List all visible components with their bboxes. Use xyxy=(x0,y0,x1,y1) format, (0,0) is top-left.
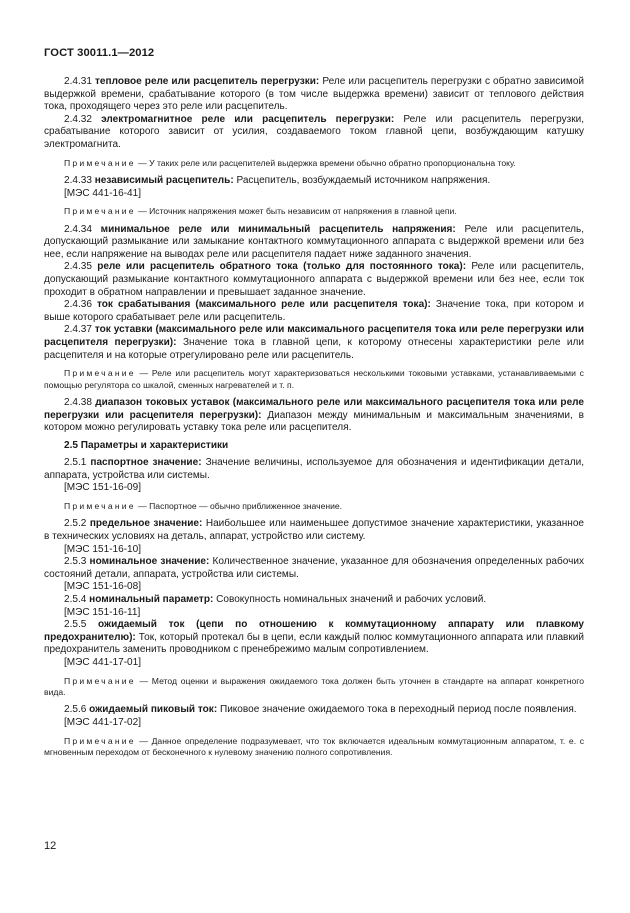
term-title: ожидаемый пиковый ток: xyxy=(89,704,218,716)
term-number: 2.4.38 xyxy=(64,396,92,408)
reference: [МЭС 441-16-41] xyxy=(64,187,142,199)
term-number: 2.5.2 xyxy=(64,518,87,530)
note xyxy=(44,676,584,699)
document-header: ГОСТ 30011.1—2012 xyxy=(44,47,155,59)
term-definition: Наибольшее или наименьшее допустимое значение характеристики, указанное в технических условиях на деталь, аппарат, устройство или систему. xyxy=(44,518,585,543)
term-number: 2.5.5 xyxy=(64,619,87,631)
document-body xyxy=(44,76,584,758)
term-2-4-31 xyxy=(44,76,584,114)
note-label: Примечание xyxy=(64,368,136,379)
note-text: — Данное определение подразумевает, что ток включается идеальным коммутационным аппаратом, т. е. с мгновенным переходом от бесконечного к нулевому значению полного сопротивления. xyxy=(44,735,584,757)
term-definition: Реле или расцепитель перегрузки, срабатывание которого зависит от усилия, создаваемого током главной цепи, возбуждающим катушку электромагнита. xyxy=(44,113,584,150)
term-2-5-5 xyxy=(44,619,584,657)
note xyxy=(44,736,584,759)
term-2-4-33 xyxy=(44,175,584,188)
page-number: 12 xyxy=(44,840,57,852)
note-text: — Паспортное — обычно приближенное значение. xyxy=(138,501,343,512)
term-2-5-3 xyxy=(44,556,584,581)
term-title: номинальное значение: xyxy=(89,556,210,568)
term-2-4-34 xyxy=(44,224,584,262)
term-definition: Реле или расцепитель, допускающий размыкание контактного коммутационного аппарата с выдержкой времени или без нее, если ток проходит в обратном направлении и превышает заданное значение. xyxy=(44,261,585,298)
term-definition: Расцепитель, возбуждаемый источником напряжения. xyxy=(236,174,491,186)
term-definition: Количественное значение, указанное для обозначения определенных рабочих состояний детали, аппарата, устройства или системы. xyxy=(44,556,584,580)
term-number: 2.4.34 xyxy=(64,223,92,235)
term-definition: Диапазон между минимальным и максимальным значениями, в котором можно регулировать уставку тока реле или расцепителя. xyxy=(44,409,584,434)
reference: [МЭС 151-16-08] xyxy=(64,581,142,593)
term-definition: Значение величины, используемое для обозначения и идентификации детали, аппарата, устройства или системы. xyxy=(44,457,584,481)
term-definition: Значение тока, при котором и выше которого срабатывает реле или расцепитель. xyxy=(44,299,584,323)
reference: [МЭС 441-17-01] xyxy=(64,657,142,668)
term-2-4-35 xyxy=(44,261,584,299)
note-label: Примечание xyxy=(64,206,136,217)
term-definition: Ток, который протекал бы в цепи, если каждый полюс коммутационного аппарата или плавкий предохранитель заменить проводником с пренебрежимо малым сопротивлением. xyxy=(44,631,585,656)
term-title: ожидаемый ток (цепи по отношению к коммутационному аппарату или плавкому предохранителю): xyxy=(44,619,584,643)
term-2-4-32 xyxy=(44,114,584,152)
term-title: диапазон токовых уставок (максимального реле или максимального расцепителя тока или реле перегрузки или расцепителя перегрузки): xyxy=(44,396,584,421)
term-definition: Совокупность номинальных значений и рабочих условий. xyxy=(216,594,487,606)
term-definition: Пиковое значение ожидаемого тока в переходный период после появления. xyxy=(219,704,577,716)
note xyxy=(44,158,584,169)
reference: [МЭС 151-16-09] xyxy=(64,482,142,494)
note xyxy=(44,206,584,217)
reference: [МЭС 151-16-11] xyxy=(64,606,141,618)
note-label: Примечание xyxy=(64,675,136,686)
term-number: 2.5.4 xyxy=(64,594,87,606)
note-text: — У таких реле или расцепителей выдержка времени обычно обратно пропорциональна току. xyxy=(138,157,516,168)
term-number: 2.5.1 xyxy=(64,457,87,469)
term-title: реле или расцепитель обратного тока (только для постоянного тока): xyxy=(97,261,467,273)
term-2-4-36 xyxy=(44,299,584,324)
term-number: 2.4.33 xyxy=(64,174,92,186)
term-title: электромагнитное реле или расцепитель перегрузки: xyxy=(101,113,395,125)
section-heading: 2.5 Параметры и характеристики xyxy=(64,439,229,451)
term-2-5-6 xyxy=(44,704,584,717)
term-title: паспортное значение: xyxy=(90,457,202,469)
term-definition: Реле или расцепитель, допускающий размыкание или замыкание контактного коммутационного аппарата с выдержкой времени или без нее, если напряжение на выводах реле или расцепителя падает ниже заданного значения. xyxy=(44,223,585,260)
term-2-4-37 xyxy=(44,324,584,362)
term-definition: Значение тока в главной цепи, к которому отнесены характеристики реле или расцепителя и на которые отрегулировано реле или расцепитель. xyxy=(44,336,585,361)
term-definition: Реле или расцепитель перегрузки с обратно зависимой выдержкой времени, срабатывание которого (в том числе выдержка времени) зависит от теплового действия тока, проходящего через это реле или расцепитель. xyxy=(44,76,585,113)
note-label: Примечание xyxy=(64,735,136,746)
term-2-5-2 xyxy=(44,518,584,543)
term-title: ток срабатывания (максимального реле или расцепителя тока): xyxy=(96,299,431,311)
term-title: номинальный параметр: xyxy=(89,594,214,606)
term-number: 2.4.31 xyxy=(64,76,92,87)
term-number: 2.4.35 xyxy=(64,261,92,273)
term-2-5-4 xyxy=(44,594,584,607)
term-number: 2.4.36 xyxy=(64,299,92,311)
term-title: тепловое реле или расцепитель перегрузки: xyxy=(95,76,320,87)
term-number: 2.4.37 xyxy=(64,324,92,336)
note-text: — Метод оценки и выражения ожидаемого тока должен быть уточнен в стандарте на аппарат конкретного вида. xyxy=(44,675,584,697)
term-title: ток уставки (максимального реле или максимального расцепителя тока или реле перегрузки или расцепителя перегрузки): xyxy=(44,324,584,348)
reference: [МЭС 151-16-10] xyxy=(64,543,142,555)
term-title: предельное значение: xyxy=(89,518,203,530)
term-2-5-1 xyxy=(44,457,584,482)
note-text: — Реле или расцепитель могут характеризоваться несколькими токовыми уставками, устанавливаемыми с помощью регулятора со шкалой, сменных нагревателей и т. п. xyxy=(44,368,584,390)
note-label: Примечание xyxy=(64,501,136,512)
note-label: Примечание xyxy=(64,157,136,168)
note xyxy=(44,368,584,391)
term-number: 2.5.6 xyxy=(64,704,87,716)
term-number: 2.4.32 xyxy=(64,113,92,125)
reference: [МЭС 441-17-02] xyxy=(64,717,142,728)
term-title: минимальное реле или минимальный расцепитель напряжения: xyxy=(100,223,456,235)
term-title: независимый расцепитель: xyxy=(94,174,234,186)
note-text: — Источник напряжения может быть независим от напряжения в главной цепи. xyxy=(138,206,457,217)
note xyxy=(44,501,584,512)
term-number: 2.5.3 xyxy=(64,556,87,568)
term-2-4-38 xyxy=(44,397,584,435)
